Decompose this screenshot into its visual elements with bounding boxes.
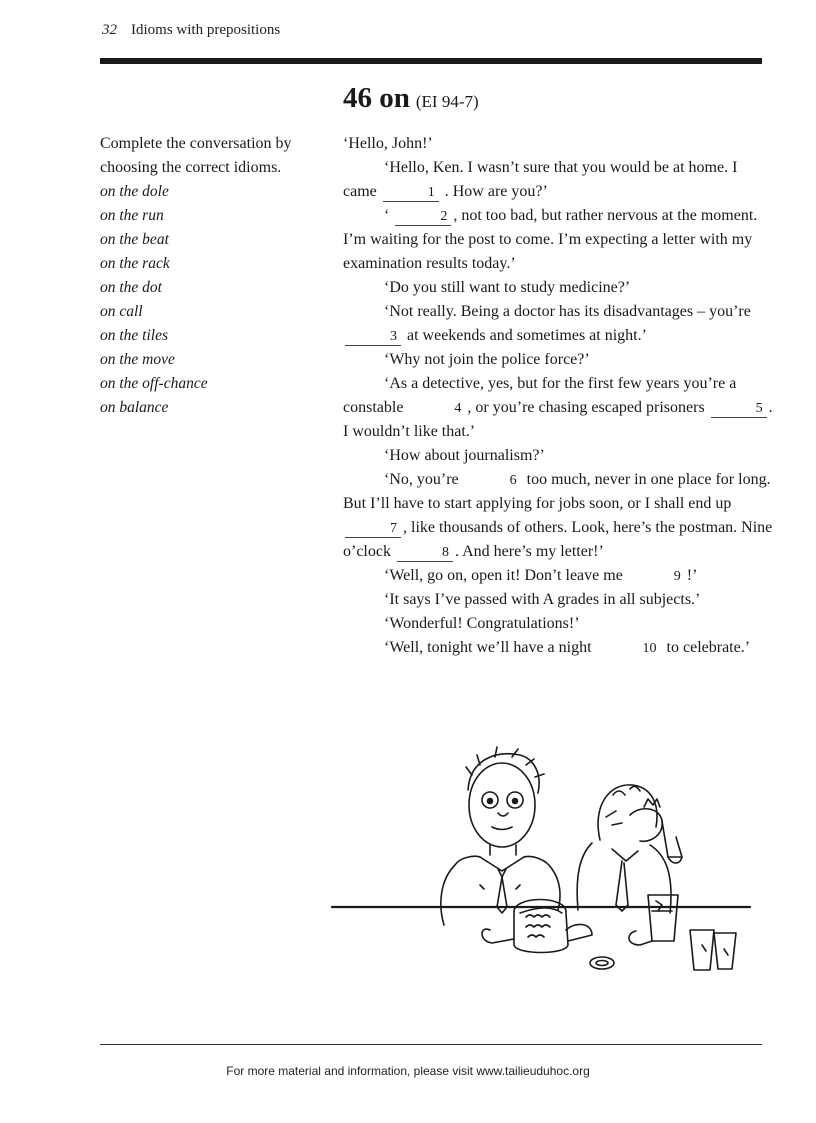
top-rule <box>100 58 762 64</box>
gap-1: 1 <box>383 184 439 202</box>
gap-9: 9 <box>673 569 681 584</box>
dialogue-line: ‘Well, go on, open it! Don’t leave me 9 !’ <box>384 567 698 584</box>
gap-10: 10 <box>642 641 657 656</box>
dialogue-line: ‘ 2 , not too bad, but rather nervous at the moment. I’m waiting for the post to come. I’m expecting a letter with my examination results today.’ <box>343 207 758 272</box>
unit-ref: (EI 94-7) <box>415 92 479 111</box>
instruction-line: Complete the conversation by <box>100 135 292 152</box>
gap-3: 3 <box>345 328 401 346</box>
gap-8: 8 <box>397 544 453 562</box>
footer-text: For more material and information, please visit www.tailieuduhoc.org <box>226 1064 590 1078</box>
dialogue-line: ‘Why not join the police force?’ <box>384 351 590 368</box>
dialogue-line: ‘No, you’re 6 too much, never in one place for long. But I’ll have to start applying for jobs soon, or I shall end up 7 , like thousands of others. Look, here’s the postman. Nine o’clock 8 . And here’s my letter!’ <box>343 471 773 560</box>
page-number: 32 <box>102 22 117 38</box>
idiom-item: on balance <box>100 399 169 416</box>
dialogue-line: ‘Not really. Being a doctor has its disadvantages – you’re 3 at weekends and sometimes at night.’ <box>343 300 773 348</box>
dialogue-line: ‘Hello, John!’ <box>343 135 433 152</box>
running-head <box>102 22 280 39</box>
dialogue-line: ‘Do you still want to study medicine?’ <box>384 279 631 296</box>
gap-4: 4 <box>454 401 462 416</box>
gap-6: 6 <box>509 473 517 488</box>
idiom-item: on call <box>100 303 143 320</box>
instruction-line: choosing the correct idioms. <box>100 159 282 176</box>
idiom-item: on the dole <box>100 183 169 200</box>
idiom-item: on the dot <box>100 279 162 296</box>
instructions-column <box>100 132 315 420</box>
unit-title <box>343 82 479 118</box>
dialogue-line: ‘Wonderful! Congratulations!’ <box>384 615 580 632</box>
gap-7: 7 <box>345 520 401 538</box>
unit-number: 46 <box>343 82 372 114</box>
dialogue-text <box>343 132 773 660</box>
dialogue-line: ‘It says I’ve passed with A grades in all subjects.’ <box>384 591 701 608</box>
running-title: Idioms with prepositions <box>131 22 281 38</box>
idiom-item: on the tiles <box>100 327 169 344</box>
dialogue-line: ‘How about journalism?’ <box>384 447 545 464</box>
idiom-item: on the off-chance <box>100 375 208 392</box>
gap-2: 2 <box>395 208 451 226</box>
dialogue-line: ‘Hello, Ken. I wasn’t sure that you would be at home. I came 1 . How are you?’ <box>343 159 738 200</box>
dialogue-line: ‘Well, tonight we’ll have a night 10 to celebrate.’ <box>384 639 751 656</box>
bottom-rule <box>100 1044 762 1045</box>
idiom-item: on the move <box>100 351 175 368</box>
idiom-item: on the rack <box>100 255 170 272</box>
idiom-item: on the beat <box>100 231 169 248</box>
dialogue-line: ‘As a detective, yes, but for the first few years you’re a constable 4 , or you’re chasing escaped prisoners 5 . I wouldn’t like that.’ <box>343 375 773 440</box>
unit-word: on <box>379 82 410 114</box>
idiom-list <box>100 180 315 420</box>
gap-5: 5 <box>711 400 767 418</box>
two-men-at-table-illustration <box>330 745 780 975</box>
idiom-item: on the run <box>100 207 164 224</box>
